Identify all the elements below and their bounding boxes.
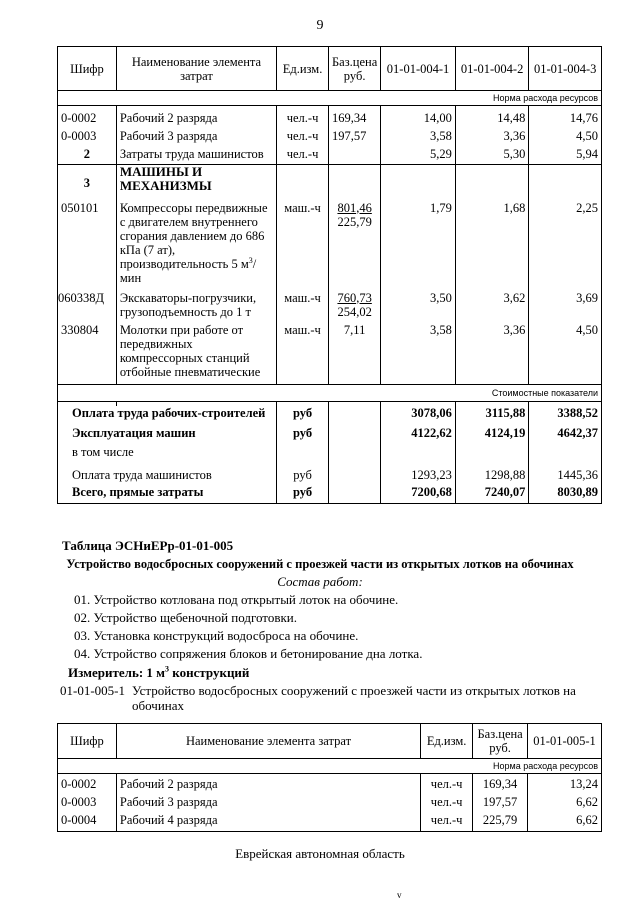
norma-label: Норма расхода ресурсов — [58, 759, 602, 774]
footer-region: Еврейская автономная область — [235, 846, 405, 861]
item-description-cont: обочинах — [132, 698, 184, 713]
norma-label: Норма расхода ресурсов — [58, 91, 602, 106]
table-header-row — [58, 724, 602, 759]
header-unit: Ед.изм. — [277, 47, 329, 91]
work-item-1: 01. Устройство котлована под открытый лоток на обочине. — [74, 592, 399, 607]
header-code: Шифр — [58, 47, 117, 91]
page-number: 9 — [316, 18, 324, 33]
table-row: 060338Д Экскаваторы-погрузчики, грузоподъемность до 1 т маш.-ч 760,73 254,02 3,50 3,62 3,69 — [58, 291, 602, 323]
section-machines-row: 3 МАШИНЫ И МЕХАНИЗМЫ — [58, 165, 602, 201]
table-row: 0-0004 Рабочий 4 разряда чел.-ч 225,79 6,62 — [58, 813, 602, 832]
work-item-2: 02. Устройство щебеночной подготовки. — [74, 610, 297, 625]
header-col-1: 01-01-005-1 — [528, 724, 602, 759]
composition-label: Состав работ: — [277, 574, 363, 589]
header-price: Баз.цена руб. — [329, 47, 381, 91]
header-col-1: 01-01-004-1 — [381, 47, 456, 91]
header-unit: Ед.изм. — [421, 724, 473, 759]
header-name: Наименование элемента затрат — [116, 47, 276, 91]
work-item-4: 04. Устройство сопряжения блоков и бетонирование дна лотка. — [74, 646, 423, 661]
total-row: Оплата труда машинистов руб 1293,23 1298,88 1445,36 — [58, 463, 602, 482]
table-header-row — [58, 47, 602, 91]
header-col-2: 01-01-004-2 — [455, 47, 529, 91]
table-row: 050101 Компрессоры передвижные с двигателем внутреннего сгорания давлением до 686 кПа (7 ат), производительность 5 $м^3$/мин маш.-ч 801,46 225,79 1,79 1,68 2,25 — [58, 201, 602, 291]
table-title: Таблица ЭСНиЕРр-01-01-005 — [62, 538, 234, 553]
resource-table-01-01-004 — [57, 46, 602, 504]
item-description: Устройство водосбросных сооружений с проезжей части из открытых лотков на — [132, 683, 576, 698]
section-heading: Устройство водосбросных сооружений с проезжей части из открытых лотков на обочинах — [66, 557, 574, 571]
item-code: 01-01-005-1 — [60, 683, 125, 698]
total-row: Оплата труда рабочих-строителей руб 3078,06 3115,88 3388,52 — [58, 406, 602, 426]
work-item-3: 03. Установка конструкций водосброса на обочине. — [74, 628, 359, 643]
total-row: Эксплуатация машин руб 4122,62 4124,19 4642,37 — [58, 426, 602, 445]
meter-label: Измеритель: 1 $м^3$ конструкций — [68, 664, 250, 680]
header-price: Баз.цена руб. — [473, 724, 528, 759]
table-row: 2 Затраты труда машинистов чел.-ч 5,29 5,30 5,94 — [58, 147, 602, 165]
table-row: 0-0003 Рабочий 3 разряда чел.-ч 197,57 6,62 — [58, 795, 602, 813]
corner-mark: v — [397, 890, 402, 900]
total-row: Всего, прямые затраты руб 7200,68 7240,07 8030,89 — [58, 482, 602, 504]
header-name: Наименование элемента затрат — [116, 724, 420, 759]
total-row: в том числе — [58, 445, 602, 463]
header-code: Шифр — [58, 724, 117, 759]
table-row: 0-0002 Рабочий 2 разряда чел.-ч 169,34 13,24 — [58, 777, 602, 795]
header-col-3: 01-01-004-3 — [529, 47, 602, 91]
cost-label: Стоимостные показатели — [58, 385, 602, 402]
table-row: 0-0002 Рабочий 2 разряда чел.-ч 169,34 14,00 14,48 14,76 — [58, 111, 602, 129]
resource-table-01-01-005 — [57, 723, 602, 832]
table-row: 330804 Молотки при работе от передвижных компрессорных станций отбойные пневматические маш.-ч 7,11 3,58 3,36 4,50 — [58, 323, 602, 385]
table-row: 0-0003 Рабочий 3 разряда чел.-ч 197,57 3,58 3,36 4,50 — [58, 129, 602, 147]
